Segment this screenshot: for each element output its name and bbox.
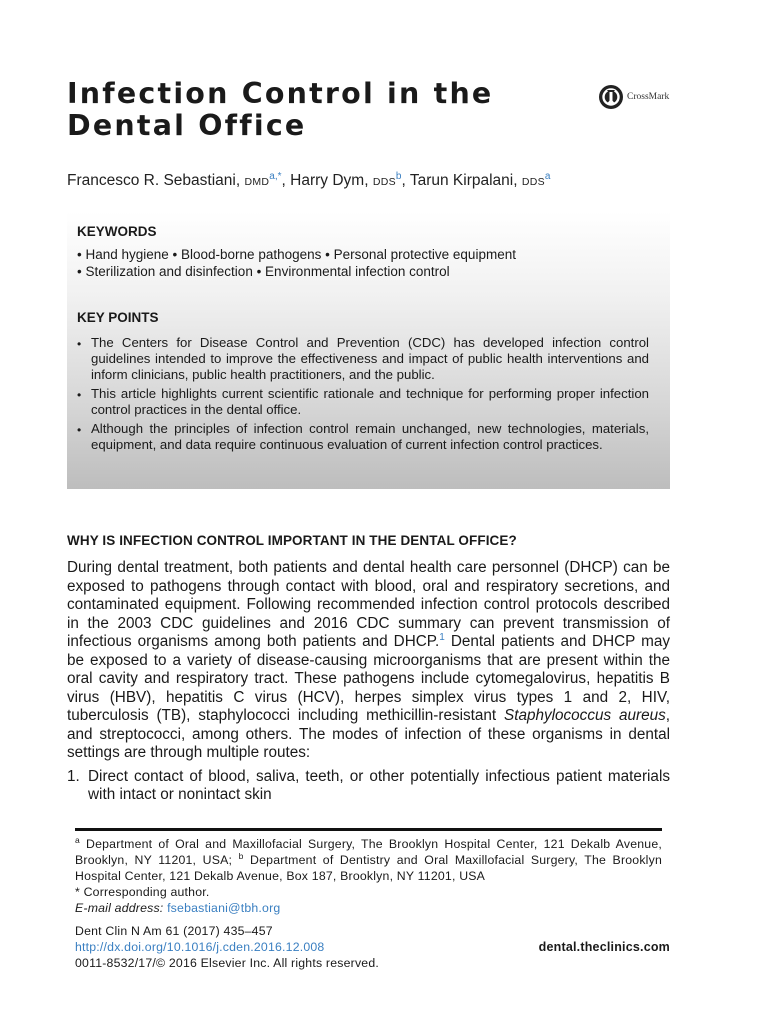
journal-citation: Dent Clin N Am 61 (2017) 435–457 [75, 924, 273, 938]
author-name: Harry Dym, [290, 172, 369, 189]
key-point-item: • Although the principles of infection control remain unchanged, new technologies, materials, equipment, and data require continuous evaluation of current infection control practices. [77, 421, 649, 453]
numbered-list-item [67, 768, 670, 805]
title-line-2: Dental Office [67, 109, 307, 142]
keywords-line: • Sterilization and disinfection • Environmental infection control [77, 264, 450, 279]
doi-link[interactable]: http://dx.doi.org/10.1016/j.cden.2016.12.008 [75, 940, 325, 954]
author-affiliation-sup[interactable]: b [395, 171, 402, 182]
keywords-line: • Hand hygiene • Blood-borne pathogens • Personal protective equipment [77, 247, 516, 262]
author-line: Francesco R. Sebastiani, $DMD^{a,*}$, Harry Dym, DDS$^b$, Tarun Kirpalani, DDS$^a$ [67, 171, 551, 189]
author-degree: DDS [372, 176, 396, 188]
author-degree: DMD [244, 176, 270, 188]
reference-link[interactable]: 1 [439, 632, 445, 643]
key-points-list [77, 335, 649, 456]
author-affiliation-sup[interactable]: a [544, 171, 551, 182]
affiliation-footnote: $^a$ Department of Oral and Maxillofacial Surgery, The Brooklyn Hospital Center, 121 Dekalb Avenue, Brooklyn, NY 11201, USA; $^b$ Department of Dentistry and Oral Maxillofacial Surgery, The Brooklyn Hospital Center, 121 Dekalb Avenue, Box 187, Brooklyn, NY 11201, USA [75, 835, 663, 883]
body-paragraph: During dental treatment, both patients and dental health care personnel (DHCP) can be exposed to pathogens through contact with blood, oral and respiratory secretions, and contaminated equipment. Following recommended infection control protocols described in the 2003 CDC guidelines and 2016 CDC summary can prevent transmission of infectious organisms among both patients and DHCP.$^1$ Dental patients and DHCP may be exposed to a variety of disease-causing microorganisms that are present within the oral cavity and respiratory tract. These pathogens include cytomegalovirus, hepatitis B virus (HBV), hepatitis C virus (HCV), herpes simplex virus types 1 and 2, HIV, tuberculosis (TB), staphylococci including methicillin-resistant Staphylococcus aureus, and streptococci, among others. The modes of infection of these organisms in dental settings are through multiple routes: [67, 559, 670, 761]
body-text [67, 559, 670, 805]
email-link[interactable]: fsebastiani@tbh.org [167, 901, 281, 915]
author-degree: DDS [521, 176, 545, 188]
footnotes [75, 836, 662, 916]
crossmark-label: CrossMark [627, 92, 670, 102]
section-heading: WHY IS INFECTION CONTROL IMPORTANT IN THE DENTAL OFFICE? [67, 533, 517, 548]
key-point-item: • The Centers for Disease Control and Prevention (CDC) has developed infection control guidelines intended to improve the effectiveness and impact of public health interventions and inform clinicians, public health practitioners, and the public. [77, 335, 649, 383]
email-line: E-mail address: fsebastiani@tbh.org [75, 901, 281, 915]
article-title [67, 78, 567, 142]
author-name: Tarun Kirpalani, [409, 172, 518, 189]
author-affiliation-sup[interactable]: a,* [269, 171, 282, 182]
author-name: Francesco R. Sebastiani, [67, 172, 241, 189]
key-point-item: • This article highlights current scientific rationale and technique for performing proper infection control practices in the dental office. [77, 386, 649, 418]
copyright-line: 0011-8532/17/© 2016 Elsevier Inc. All rights reserved. [75, 956, 379, 970]
citation-block [75, 923, 670, 971]
list-number: 1. [67, 767, 80, 785]
title-line-1: Infection Control in the [67, 77, 494, 110]
journal-site-link[interactable]: dental.theclinics.com [538, 940, 670, 954]
doi-row [75, 939, 670, 955]
keywords-keypoints-box [67, 212, 670, 489]
footnote-divider [75, 828, 662, 831]
keywords-heading: KEYWORDS [77, 224, 157, 239]
key-points-heading: KEY POINTS [77, 310, 159, 325]
crossmark-badge[interactable] [598, 85, 669, 109]
corresponding-author-note: * Corresponding author. [75, 885, 210, 899]
list-item-text: Direct contact of blood, saliva, teeth, or other potentially infectious patient materials with intact or nonintact skin [88, 767, 670, 803]
crossmark-icon [598, 84, 624, 110]
